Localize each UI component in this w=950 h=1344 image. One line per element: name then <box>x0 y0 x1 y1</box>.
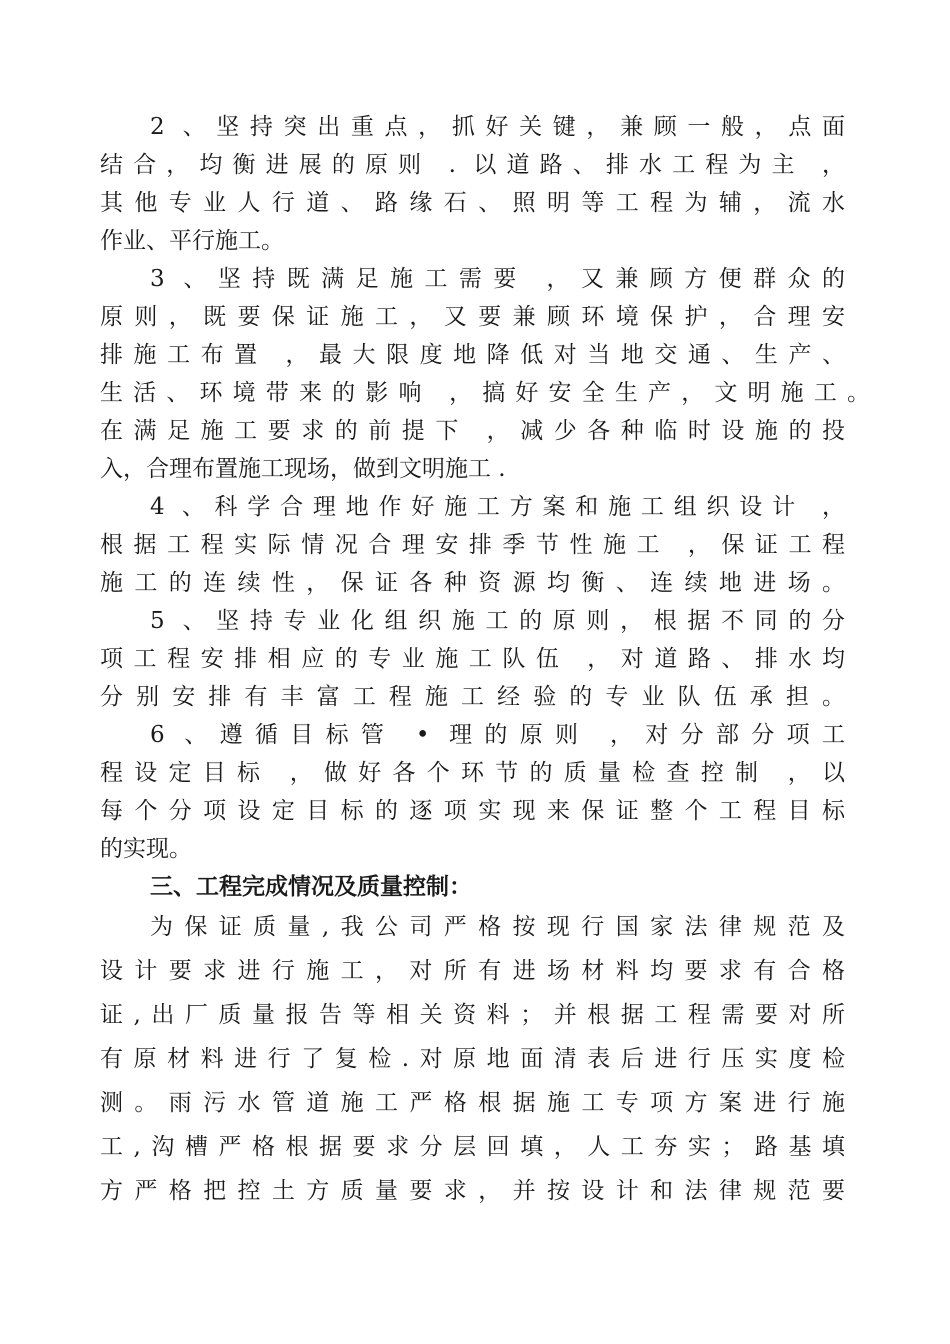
paragraph-4-line-3: 施工的连续性，保证各种资源均衡、连续地进场。 <box>100 570 845 596</box>
paragraph-3-line-1: 3 、坚持既满足施工需要 ，又兼顾方便群众的 <box>150 266 845 292</box>
paragraph-5-line-3: 分别安排有丰富工程施工经验的专业队伍承担。 <box>100 684 845 710</box>
quality-paragraph-line-2: 设计要求进行施工，对所有进场材料均要求有合格 <box>100 958 845 984</box>
paragraph-6-line-4: 的实现。 <box>100 836 192 862</box>
quality-paragraph-line-5: 测。雨污水管道施工严格根据施工专项方案进行施 <box>100 1090 845 1116</box>
paragraph-6-line-1: 6 、遵循目标管 • 理的原则 ，对分部分项工 <box>150 722 845 748</box>
paragraph-2-line-4: 作业、平行施工。 <box>100 228 284 254</box>
paragraph-3-line-5: 在满足施工要求的前提下 ，减少各种临时设施的投 <box>100 418 845 444</box>
quality-paragraph-line-3: 证,出厂质量报告等相关资料；并根据工程需要对所 <box>100 1002 845 1028</box>
quality-paragraph-line-6: 工,沟槽严格根据要求分层回填，人工夯实；路基填 <box>100 1134 845 1160</box>
quality-paragraph-line-7: 方严格把控土方质量要求，并按设计和法律规范要 <box>100 1178 845 1204</box>
paragraph-3-line-2: 原则，既要保证施工，又要兼顾环境保护，合理安 <box>100 304 845 330</box>
paragraph-2-line-1: 2 、坚持突出重点，抓好关键，兼顾一般，点面 <box>150 114 845 140</box>
paragraph-6-line-3: 每个分项设定目标的逐项实现来保证整个工程目标 <box>100 798 845 824</box>
quality-paragraph-line-4: 有原材料进行了复检.对原地面清表后进行压实度检 <box>100 1046 845 1072</box>
paragraph-3-line-6: 入，合理布置施工现场，做到文明施工 . <box>100 456 506 482</box>
paragraph-4-line-2: 根据工程实际情况合理安排季节性施工 ，保证工程 <box>100 532 845 558</box>
quality-paragraph-line-1: 为保证质量,我公司严格按现行国家法律规范及 <box>150 914 845 940</box>
paragraph-2-line-3: 其他专业人行道、路缘石、照明等工程为辅，流水 <box>100 190 845 216</box>
paragraph-6-line-2: 程设定目标 ，做好各个环节的质量检查控制 ，以 <box>100 760 845 786</box>
paragraph-3-line-3: 排施工布置 ，最大限度地降低对当地交通、生产、 <box>100 342 845 368</box>
paragraph-2-line-2: 结合，均衡进展的原则 . 以道路、排水工程为主 ， <box>100 152 845 178</box>
paragraph-5-line-1: 5 、坚持专业化组织施工的原则，根据不同的分 <box>150 608 845 634</box>
paragraph-4-line-1: 4 、科学合理地作好施工方案和施工组织设计 ， <box>150 494 845 520</box>
section-heading: 三、工程完成情况及质量控制： <box>150 873 472 900</box>
paragraph-3-line-4: 生活、环境带来的影响 ，搞好安全生产，文明施工。 <box>100 380 870 406</box>
paragraph-5-line-2: 项工程安排相应的专业施工队伍 ，对道路、排水均 <box>100 646 845 672</box>
